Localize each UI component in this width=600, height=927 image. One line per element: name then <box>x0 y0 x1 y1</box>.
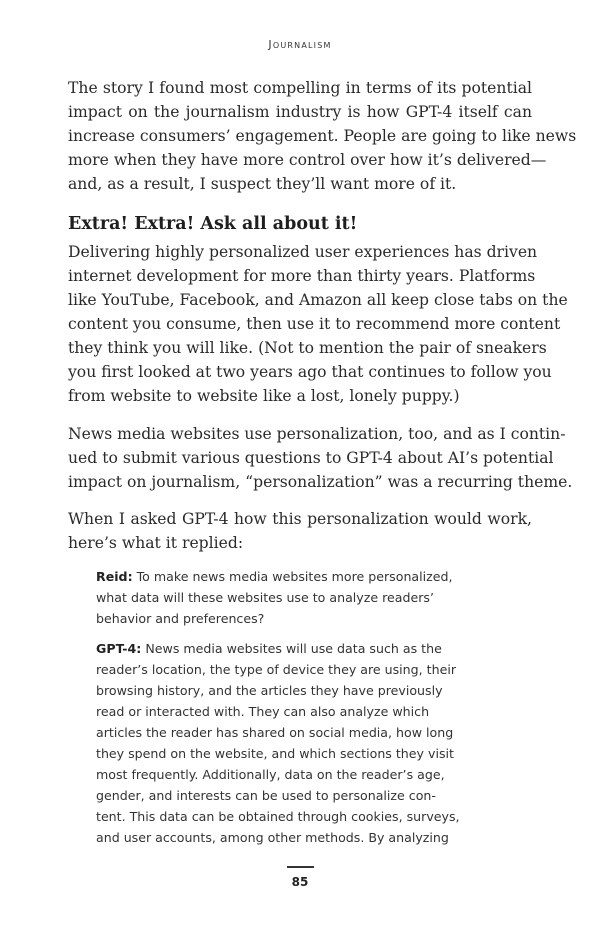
speaker-label: GPT-4: <box>96 641 142 656</box>
text-line <box>96 566 496 587</box>
text-line: like YouTube, Facebook, and Amazon all keep close tabs on the <box>68 291 568 309</box>
text-line: The story I found most compelling in terms of its potential <box>68 79 532 97</box>
text-line: increase consumers’ engagement. People are going to like news <box>68 127 577 145</box>
text-line: more when they have more control over how it’s delivered— <box>68 151 547 169</box>
speaker-label: Reid: <box>96 569 133 584</box>
text-line: behavior and preferences? <box>96 611 265 626</box>
text-line: ued to submit various questions to GPT-4 about AI’s potential <box>68 449 554 467</box>
text-line: tent. This data can be obtained through cookies, surveys, <box>96 809 460 824</box>
text-line: read or interacted with. They can also analyze which <box>96 704 430 719</box>
text-line: impact on journalism, “personalization” was a recurring theme. <box>68 473 573 491</box>
text: News media websites will use data such as the <box>141 641 442 656</box>
paragraph-intro <box>68 76 577 196</box>
text-line: content you consume, then use it to recommend more content <box>68 315 561 333</box>
text-line: they think you will like. (Not to mention the pair of sneakers <box>68 339 547 357</box>
paragraph-asked <box>68 507 532 555</box>
text-line: reader’s location, the type of device they are using, their <box>96 662 457 677</box>
text-line: When I asked GPT-4 how this personalization would work, <box>68 510 532 528</box>
quote-reid <box>96 566 496 629</box>
text-line: browsing history, and the articles they have previously <box>96 683 443 698</box>
text-line: you first looked at two years ago that continues to follow you <box>68 363 552 381</box>
text-line: impact on the journalism industry is how GPT-4 itself can <box>68 103 532 121</box>
text-line: from website to website like a lost, lonely puppy.) <box>68 387 460 405</box>
paragraph-personalization <box>68 240 568 408</box>
text-line: articles the reader has shared on social media, how long <box>96 725 454 740</box>
text-line: what data will these websites use to analyze readers’ <box>96 590 434 605</box>
text-line: and user accounts, among other methods. By analyzing <box>96 830 449 845</box>
text-line: internet development for more than thirty years. Platforms <box>68 267 536 285</box>
text-line: and, as a result, I suspect they’ll want more of it. <box>68 175 457 193</box>
text-line: here’s what it replied: <box>68 534 244 552</box>
section-heading: Extra! Extra! Ask all about it! <box>68 214 358 234</box>
footer-rule <box>287 866 314 868</box>
text-line: News media websites use personalization, too, and as I contin- <box>68 425 566 443</box>
page-number: 85 <box>291 875 309 889</box>
quote-gpt4 <box>96 638 496 848</box>
text-line <box>96 638 496 659</box>
text-line: Delivering highly personalized user experiences has driven <box>68 243 538 261</box>
text-line: most frequently. Additionally, data on the reader’s age, <box>96 767 445 782</box>
text-line: gender, and interests can be used to personalize con- <box>96 788 436 803</box>
text: To make news media websites more personalized, <box>132 569 453 584</box>
text-line: they spend on the website, and which sections they visit <box>96 746 454 761</box>
paragraph-news-media <box>68 422 573 494</box>
running-header: Journalism <box>268 38 332 51</box>
